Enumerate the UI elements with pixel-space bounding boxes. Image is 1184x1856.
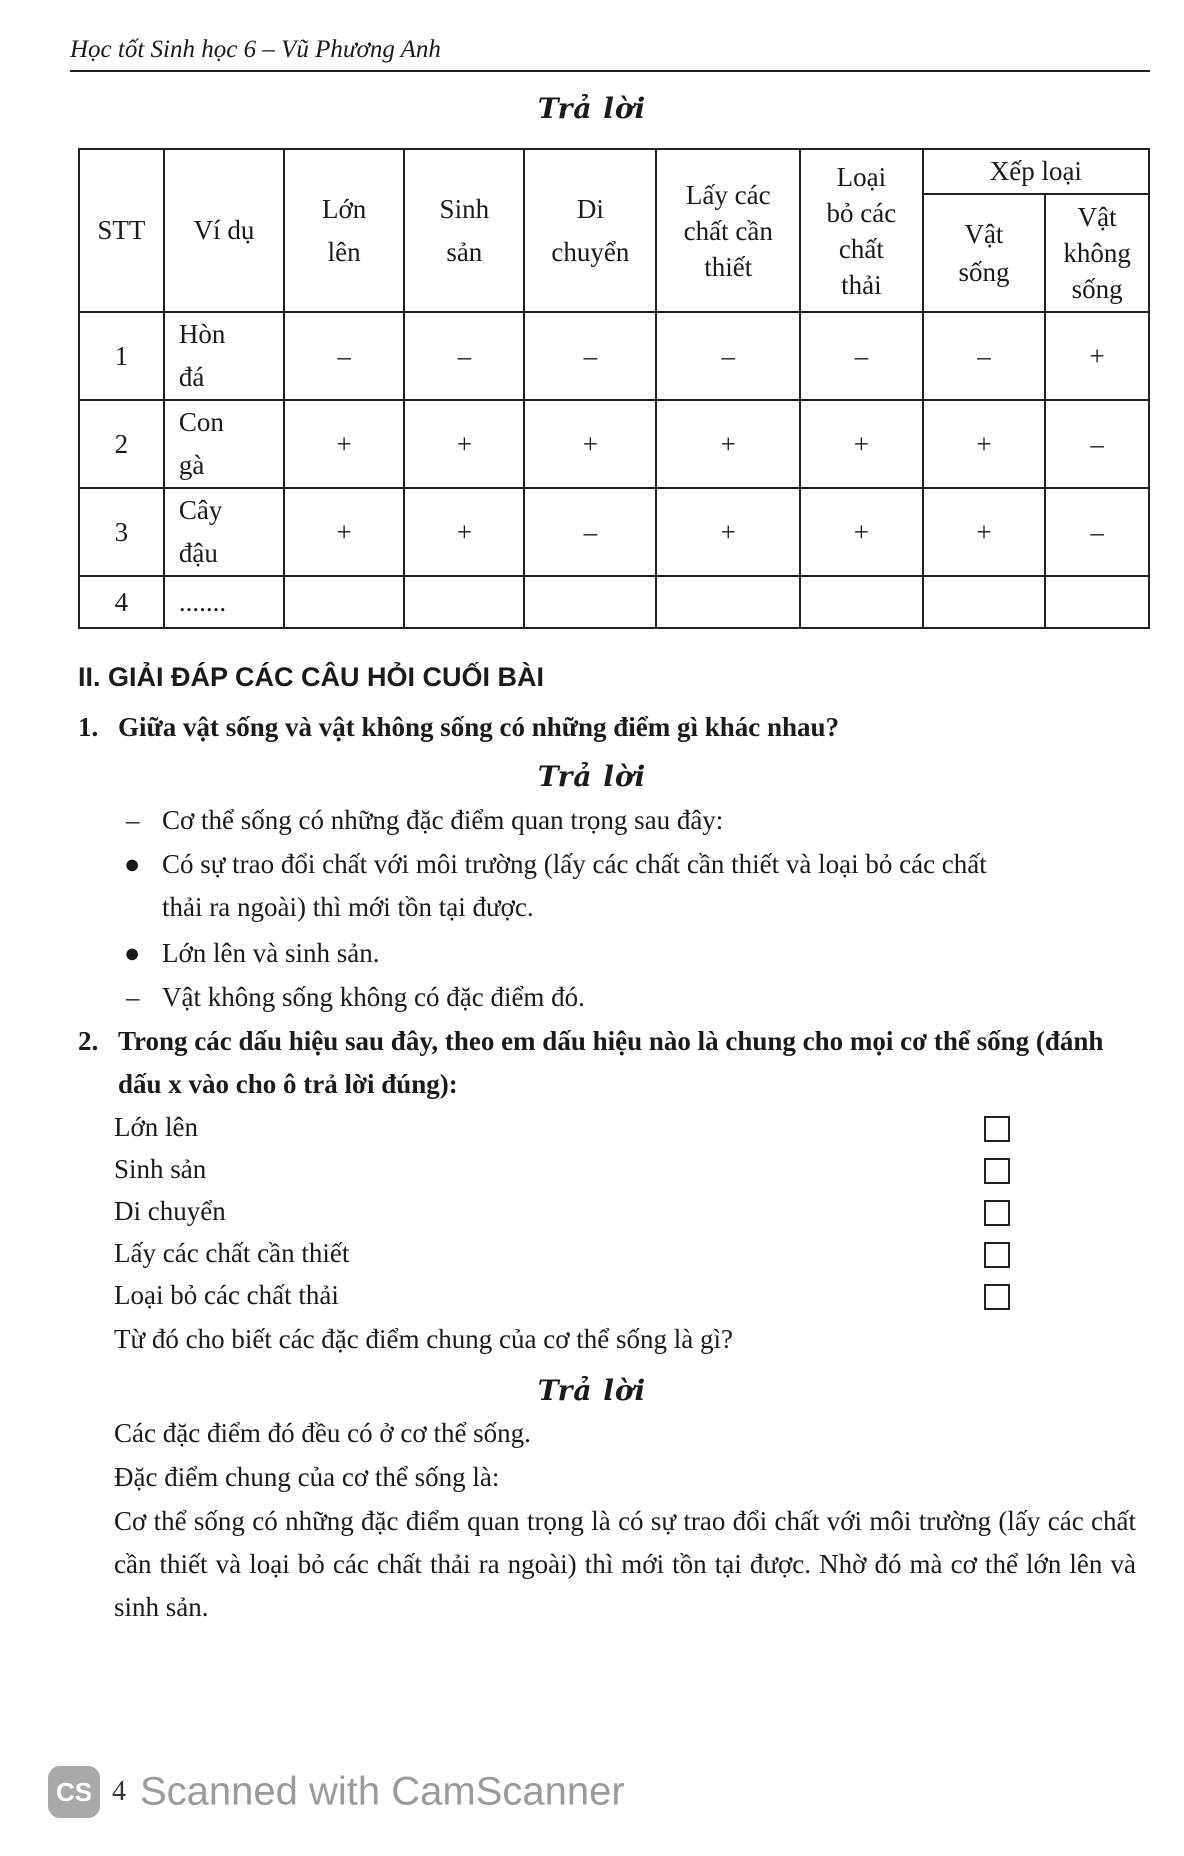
table-row xyxy=(79,312,1149,400)
bullet-icon: ● xyxy=(124,938,141,968)
option-label: Di chuyển xyxy=(114,1196,226,1226)
cell-mark: – xyxy=(800,312,923,400)
row-number: 2 xyxy=(79,400,164,488)
question-1 xyxy=(78,706,1150,749)
answer-line: Đặc điểm chung của cơ thể sống là: xyxy=(114,1462,500,1492)
running-header: Học tốt Sinh học 6 – Vũ Phương Anh xyxy=(70,36,1150,72)
header-grow: Lớn lên xyxy=(284,149,404,312)
cell-mark: – xyxy=(656,312,800,400)
header-intake: Lấy các chất cần thiết xyxy=(656,149,800,312)
followup-question: Từ đó cho biết các đặc điểm chung của cơ thể sống là gì? xyxy=(114,1324,733,1354)
option-label: Lớn lên xyxy=(114,1112,199,1142)
option-label: Loại bỏ các chất thải xyxy=(114,1280,339,1310)
cell-mark: + xyxy=(656,400,800,488)
row-number: 3 xyxy=(79,488,164,576)
row-example: Cây đậu xyxy=(164,488,284,576)
question-number: 2. xyxy=(78,1026,99,1056)
answer-label-2: Trả lời xyxy=(537,760,647,793)
bullet-icon: ● xyxy=(124,849,141,879)
cell-mark: + xyxy=(1045,312,1149,400)
cell-mark: – xyxy=(524,488,656,576)
answer-line: Vật không sống không có đặc điểm đó. xyxy=(162,982,585,1012)
dash-marker: – xyxy=(126,982,140,1012)
checkbox[interactable] xyxy=(984,1200,1010,1226)
question-2 xyxy=(78,1020,1150,1106)
header-example: Ví dụ xyxy=(164,149,284,312)
checkbox[interactable] xyxy=(984,1158,1010,1184)
cell-mark xyxy=(404,576,524,628)
cell-mark: + xyxy=(284,400,404,488)
question-number: 1. xyxy=(78,712,99,742)
answer-paragraph: Cơ thể sống có những đặc điểm quan trọng là có sự trao đổi chất với môi trường (lấy các chất cần thiết và loại bỏ các chất thải ra ngoài) thì mới tồn tại được. Nhờ đó mà cơ thể lớn lên và sinh sản. xyxy=(114,1506,1136,1622)
cell-mark: + xyxy=(923,488,1046,576)
answer-label-3: Trả lời xyxy=(537,1374,647,1407)
cell-mark: + xyxy=(284,488,404,576)
option-label: Sinh sản xyxy=(114,1154,207,1184)
dash-marker: – xyxy=(126,805,140,835)
row-number: 4 xyxy=(79,576,164,628)
row-example: ....... xyxy=(164,576,284,628)
cell-mark xyxy=(800,576,923,628)
row-example: Hòn đá xyxy=(164,312,284,400)
header-stt: STT xyxy=(79,149,164,312)
answer-line: Cơ thể sống có những đặc điểm quan trọng sau đây: xyxy=(162,805,724,835)
cell-mark: – xyxy=(284,312,404,400)
section-title: II. GIẢI ĐÁP CÁC CÂU HỎI CUỐI BÀI xyxy=(78,662,545,692)
question-text: Giữa vật sống và vật không sống có những điểm gì khác nhau? xyxy=(118,712,840,742)
question-text: Trong các dấu hiệu sau đây, theo em dấu hiệu nào là chung cho mọi cơ thể sống (đánh dấu x vào cho ô trả lời đúng): xyxy=(118,1026,1104,1099)
header-classify: Xếp loại xyxy=(923,149,1149,194)
watermark-text: Scanned with CamScanner xyxy=(140,1769,625,1814)
option-label: Lấy các chất cần thiết xyxy=(114,1238,350,1268)
table-row xyxy=(79,576,1149,628)
answer-label-1: Trả lời xyxy=(537,92,647,125)
page-number: 4 xyxy=(112,1776,126,1807)
row-number: 1 xyxy=(79,312,164,400)
cell-mark: – xyxy=(1045,400,1149,488)
table-row xyxy=(79,488,1149,576)
cell-mark: – xyxy=(404,312,524,400)
header-reproduce: Sinh sản xyxy=(404,149,524,312)
cell-mark: + xyxy=(404,400,524,488)
bullet-line-cont: thải ra ngoài) thì mới tồn tại được. xyxy=(162,892,534,922)
table-row xyxy=(79,400,1149,488)
cell-mark: + xyxy=(800,488,923,576)
cell-mark: + xyxy=(923,400,1046,488)
cell-mark xyxy=(524,576,656,628)
cell-mark xyxy=(656,576,800,628)
checkbox[interactable] xyxy=(984,1242,1010,1268)
cell-mark xyxy=(1045,576,1149,628)
cell-mark: – xyxy=(923,312,1046,400)
cell-mark: – xyxy=(1045,488,1149,576)
bullet-line: Lớn lên và sinh sản. xyxy=(162,938,380,968)
bullet-line: Có sự trao đổi chất với môi trường (lấy các chất cần thiết và loại bỏ các chất xyxy=(162,849,987,879)
row-example: Con gà xyxy=(164,400,284,488)
cell-mark xyxy=(284,576,404,628)
scanner-watermark xyxy=(48,1766,625,1818)
header-excrete: Loại bỏ các chất thải xyxy=(800,149,923,312)
cell-mark: + xyxy=(800,400,923,488)
classification-table xyxy=(78,148,1150,629)
cell-mark: + xyxy=(656,488,800,576)
cell-mark: + xyxy=(524,400,656,488)
cell-mark: + xyxy=(404,488,524,576)
cell-mark xyxy=(923,576,1046,628)
header-living: Vật sống xyxy=(923,194,1046,312)
camscanner-logo: CS xyxy=(48,1766,100,1818)
checkbox[interactable] xyxy=(984,1116,1010,1142)
header-nonliving: Vật không sống xyxy=(1045,194,1149,312)
header-move: Di chuyển xyxy=(524,149,656,312)
cell-mark: – xyxy=(524,312,656,400)
answer-line: Các đặc điểm đó đều có ở cơ thể sống. xyxy=(114,1418,531,1448)
checkbox[interactable] xyxy=(984,1284,1010,1310)
